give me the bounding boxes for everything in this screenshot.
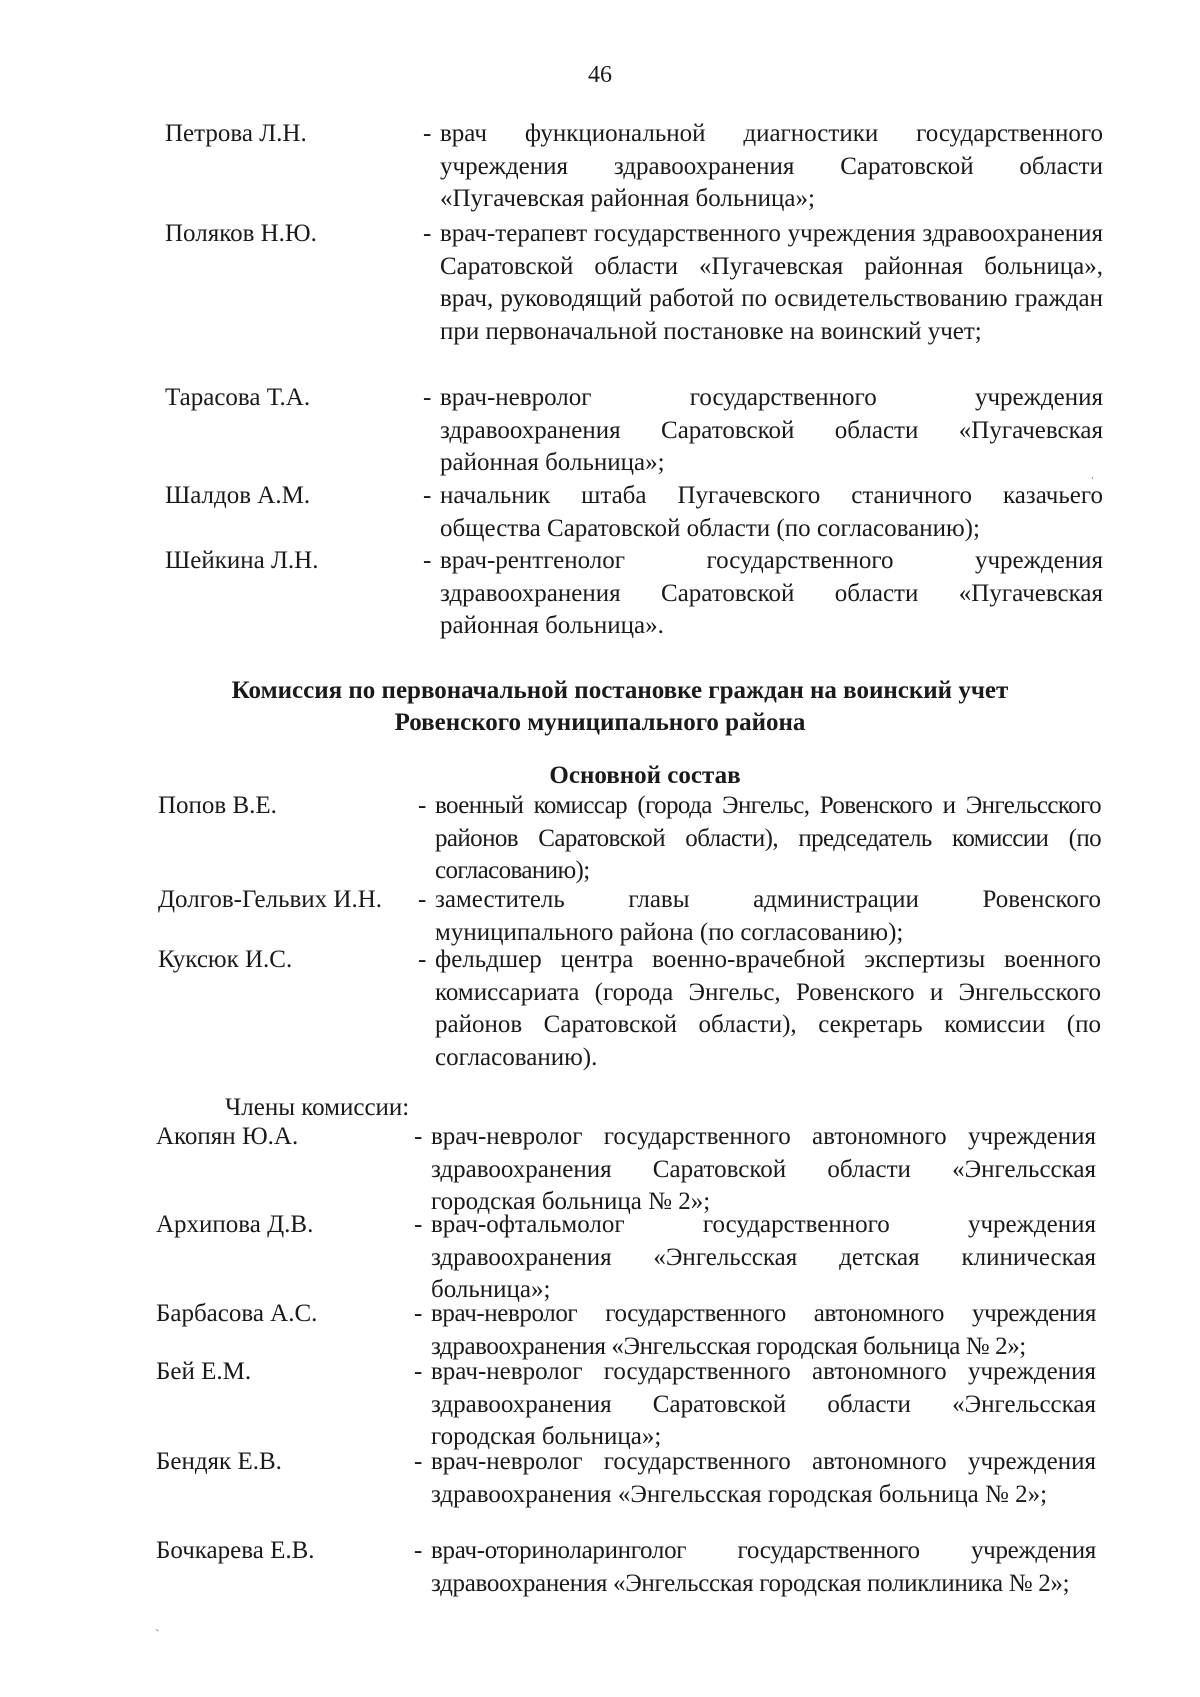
scan-speck: ˌ: [1090, 465, 1095, 480]
member-position: [414, 1535, 1096, 1600]
position-text: заместитель главы администрации Ровенского муниципального района (по согласованию);: [435, 886, 1101, 946]
member-position: [414, 1446, 1096, 1511]
dash: -: [414, 1300, 422, 1327]
position-text: врач-терапевт государственного учреждения здравоохранения Саратовской области «Пугачевская районная больница», врач, руководящий работой по освидетельствованию граждан при первоначальной постановке на воинский учет;: [440, 220, 1103, 345]
main-composition-heading: Основной состав: [549, 762, 741, 789]
position-text: врач-оториноларинголог государственного учреждения здравоохранения «Энгельсская городская поликлиника № 2»;: [431, 1537, 1096, 1597]
position-text: фельдшер центра военно-врачебной экспертизы военного комиссариата (города Энгельс, Ровенского и Энгельсского районов Саратовской области), секретарь комиссии (по согласованию).: [435, 946, 1101, 1071]
dash: -: [414, 1211, 423, 1238]
member-name: Акопян Ю.А.: [156, 1123, 299, 1150]
dash: -: [418, 886, 427, 913]
member-name: Барбасова А.С.: [156, 1300, 318, 1327]
position-text: начальник штаба Пугачевского станичного казачьего общества Саратовской области (по согласованию);: [440, 482, 1103, 542]
member-name: Тарасова Т.А.: [165, 384, 311, 411]
list-item: [165, 382, 1145, 478]
position-text: врач-невролог государственного автономного учреждения здравоохранения «Энгельсская городская больница № 2»;: [431, 1448, 1096, 1508]
page-number: 46: [588, 62, 612, 88]
member-name: Попов В.Е.: [158, 792, 277, 819]
position-text: врач-невролог государственного автономного учреждения здравоохранения Саратовской области «Энгельсская городская больница № 2»;: [431, 1123, 1096, 1215]
member-name: Поляков Н.Ю.: [165, 220, 317, 247]
member-name: Шейкина Л.Н.: [165, 547, 319, 574]
member-position: [423, 218, 1103, 348]
members-label: Члены комиссии:: [225, 1094, 410, 1121]
commission-heading-line1: Комиссия по первоначальной постановке граждан на воинский учет: [231, 677, 1009, 704]
commission-heading-line2: Ровенского муниципального района: [394, 709, 806, 736]
position-text: врач-невролог государственного автономного учреждения здравоохранения Саратовской области «Энгельсская городская больница»;: [431, 1358, 1096, 1450]
member-name: Архипова Д.В.: [156, 1211, 314, 1238]
member-position: [414, 1298, 1096, 1363]
list-item: [156, 1446, 1136, 1542]
dash: -: [414, 1358, 423, 1385]
scan-speck: `: [155, 1628, 160, 1643]
dash: -: [423, 384, 432, 411]
dash: -: [418, 792, 426, 819]
position-text: врач-невролог государственного автономного учреждения здравоохранения «Энгельсская городская больница № 2»;: [431, 1300, 1096, 1360]
member-name: Бендяк Е.В.: [156, 1448, 282, 1475]
dash: -: [414, 1448, 423, 1475]
member-name: Бей Е.М.: [156, 1358, 252, 1385]
dash: -: [414, 1537, 423, 1564]
position-text: военный комиссар (города Энгельс, Ровенского и Энгельсского районов Саратовской области), председатель комиссии (по согласованию);: [435, 792, 1101, 884]
dash: -: [418, 946, 427, 973]
list-item: [156, 1121, 1136, 1217]
member-position: [423, 545, 1103, 643]
dash: -: [423, 220, 432, 247]
dash: -: [423, 120, 432, 147]
list-item: [158, 944, 1138, 1074]
list-item: [158, 790, 1138, 886]
dash: -: [423, 547, 432, 574]
list-item: [165, 218, 1145, 378]
member-name: Куксюк И.С.: [158, 946, 293, 973]
position-text: врач-невролог государственного учреждения здравоохранения Саратовской области «Пугачевская районная больница»;: [440, 384, 1103, 476]
position-text: врач-рентгенолог государственного учреждения здравоохранения Саратовской области «Пугачевская районная больница».: [440, 547, 1103, 639]
position-text: врач функциональной диагностики государственного учреждения здравоохранения Саратовской области «Пугачевская районная больница»;: [440, 120, 1103, 212]
list-item: [156, 1356, 1136, 1452]
member-position: [423, 118, 1103, 216]
list-item: [165, 118, 1145, 214]
dash: -: [414, 1123, 423, 1150]
member-position: [414, 1356, 1096, 1454]
list-item: [165, 480, 1145, 544]
list-item: [156, 1298, 1136, 1362]
member-name: Петрова Л.Н.: [165, 120, 307, 147]
dash: -: [423, 482, 432, 509]
position-text: врач-офтальмолог государственного учреждения здравоохранения «Энгельсская детская клиническая больница»;: [431, 1211, 1096, 1303]
list-item: [165, 545, 1145, 641]
member-position: [423, 480, 1103, 545]
list-item: [156, 1535, 1136, 1599]
member-position: [418, 884, 1101, 949]
list-item: [158, 884, 1138, 948]
member-name: Шалдов А.М.: [165, 482, 311, 509]
member-position: [423, 382, 1103, 480]
member-position: [414, 1209, 1096, 1307]
member-position: [418, 790, 1101, 888]
member-name: Бочкарева Е.В.: [156, 1537, 315, 1564]
member-name: Долгов-Гельвих И.Н.: [158, 886, 383, 913]
member-position: [418, 944, 1101, 1074]
list-item: [156, 1209, 1136, 1305]
member-position: [414, 1121, 1096, 1219]
